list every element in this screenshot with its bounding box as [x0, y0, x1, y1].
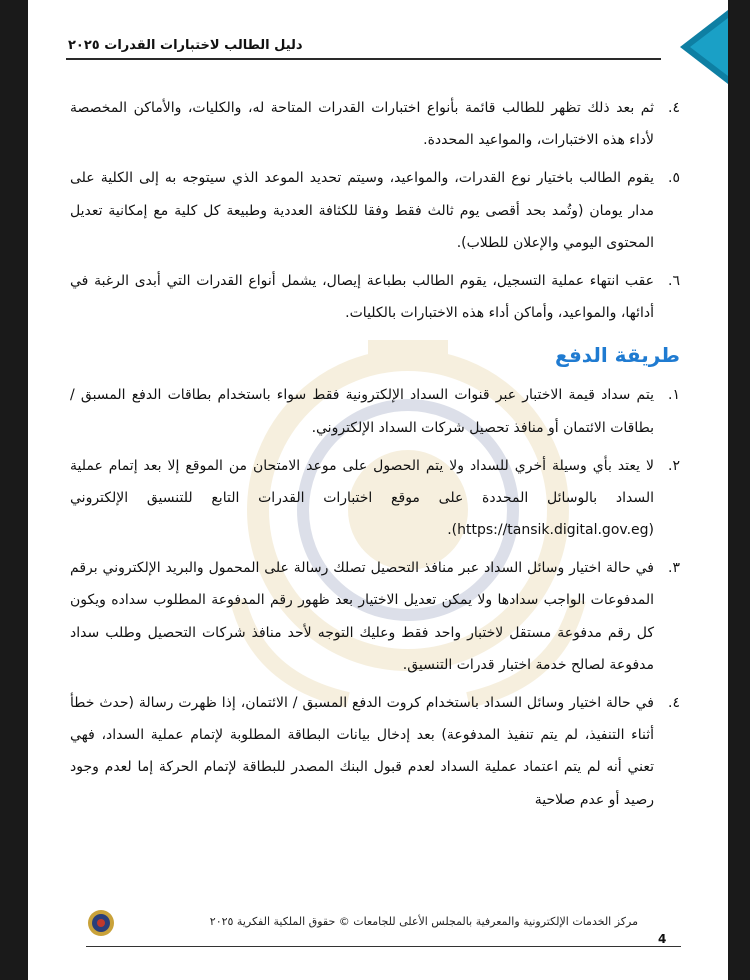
list-item [70, 265, 680, 329]
list-item [70, 92, 680, 156]
document-page [28, 0, 728, 980]
list-item-text: يتم سداد قيمة الاختبار عبر قنوات السداد الإلكترونية فقط سواء باستخدام بطاقات الدفع المسبق / بطاقات الائتمان أو منافذ تحصيل شركات السداد الإلكتروني. [70, 387, 654, 436]
list-item [70, 450, 680, 547]
list-item-text: في حالة اختيار وسائل السداد عبر منافذ التحصيل تصلك رسالة على المحمول والبريد الإلكتروني برقم المدفوعات الواجب سدادها ولا يمكن تعديل الاختيار بعد ظهور رقم المدفوعة المطلوب سداده ويكون كل رقم مدفوعة مستقل لاختبار واحد فقط وعليك التوجه لأحد منافذ شركات التحصيل وطلب سداد مدفوعة لصالح خدمة اختبار قدرات التنسيق. [70, 560, 654, 673]
header-title: دليل الطالب لاختبارات القدرات ٢٠٢٥ [68, 38, 303, 53]
corner-triangle-decoration [680, 10, 728, 84]
list-item [70, 379, 680, 443]
page-number: 4 [658, 932, 667, 946]
list-item-number: ١. [668, 387, 680, 404]
list-item-text: ثم بعد ذلك تظهر للطالب قائمة بأنواع اختبارات القدرات المتاحة له، والكليات، والأماكن المخصصة لأداء هذه الاختبارات، والمواعيد المحددة. [70, 100, 654, 149]
section-heading: طريقة الدفع [555, 343, 680, 368]
list-item-text: في حالة اختيار وسائل السداد باستخدام كروت الدفع المسبق / الائتمان، إذا ظهرت رسالة (حدث خطأ أثناء التنفيذ، لم يتم تنفيذ المدفوعة) بعد إدخال بيانات البطاقة المطلوبة لإتمام عملية السداد، فهي تعني أنه لم يتم اعتماد عملية السداد لعدم قبول البنك المصدر للبطاقة لإتمام الحركة إما لعدم وجود رصيد أو عدم صلاحية [70, 695, 654, 808]
list-item-text: يقوم الطالب باختيار نوع القدرات، والمواعيد، وسيتم تحديد الموعد الذي سيتوجه به إلى الكلية على مدار يومان (وتُمد بحد أقصى يوم ثالث فقط وفقا للكثافة العددية وطبيعة كل كلية مع إمكانية تعديل المحتوى اليومي والإعلان للطلاب). [70, 170, 654, 251]
list-item [70, 687, 680, 816]
list-item-number: ٤. [668, 100, 680, 116]
list-item-number: ٥. [668, 170, 680, 187]
list-item-number: ٦. [668, 272, 680, 289]
header-divider [66, 58, 661, 60]
document-body [70, 92, 680, 822]
footer-copyright: مركز الخدمات الإلكترونية والمعرفية بالمجلس الأعلى للجامعات © حقوق الملكية الفكرية ٢٠٢٥ [209, 915, 638, 928]
list-item [70, 552, 680, 681]
list-item-number: ٣. [668, 560, 680, 577]
list-item [70, 162, 680, 259]
list-item-number: ٤. [668, 695, 680, 711]
list-item-text-end: . [447, 522, 452, 539]
footer-divider [86, 946, 681, 947]
list-item-number: ٢. [668, 457, 680, 474]
footer-logo-icon [86, 908, 116, 938]
tansik-link[interactable]: (https://tansik.digital.gov.eg) [451, 522, 654, 539]
list-item-text: عقب انتهاء عملية التسجيل، يقوم الطالب بطباعة إيصال، يشمل أنواع القدرات التي أبدى الرغبة في أدائها، والمواعيد، وأماكن أداء هذه الاختبارات بالكليات. [70, 272, 654, 322]
list-item-text: لا يعتد بأي وسيلة أخري للسداد ولا يتم الحصول على موعد الامتحان من الموقع إلا بعد إتمام عملية السداد بالوسائل المحددة على موقع اختبارات القدرات التابع للتنسيق الإلكتروني [70, 457, 654, 506]
